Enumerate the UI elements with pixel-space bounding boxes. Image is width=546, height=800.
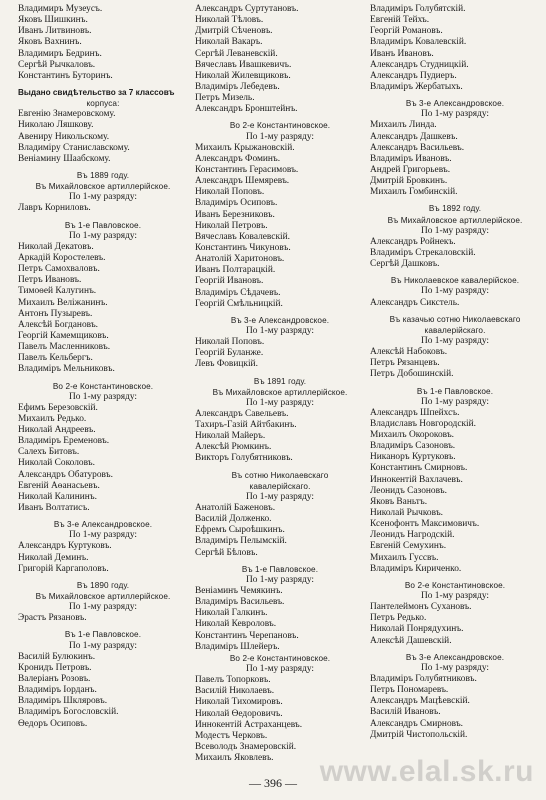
section-heading: Во 2-е Константиновское. (229, 653, 331, 663)
list-item: Константинъ Буторинъ. (18, 70, 113, 81)
list-item: Владиміръ Осиповъ. (195, 198, 278, 209)
list-item: Михаилъ Яковлевъ. (195, 753, 274, 764)
list-item: Николай Жилевщиковъ. (195, 70, 291, 81)
list-item: Иванъ Литвиновъ. (18, 26, 92, 37)
subheading: По 1-му разряду: (68, 192, 138, 203)
section-heading: Во 2-е Константиновское. (229, 121, 331, 131)
list-item: Владиміръ Голубятниковъ. (370, 674, 477, 685)
subheading: По 1-му разряду: (245, 664, 315, 675)
subheading: По 1-му разряду: (420, 591, 490, 602)
list-item: Петръ Редько. (370, 613, 427, 624)
list-item: Яковъ Ваньтъ. (370, 496, 428, 507)
list-item: Павелъ Топорковъ. (195, 675, 271, 686)
list-item: Василій Булюкинъ. (18, 651, 96, 662)
list-item: Петръ Самохваловъ. (18, 264, 100, 275)
list-item: Модестъ Черковъ. (195, 730, 268, 741)
subheading: По 1-му разряду: (420, 225, 490, 236)
section-heading: Въ сотню Николаевскаго (231, 470, 329, 480)
list-item: Ефремъ Сыроѣшкинъ. (195, 525, 285, 536)
section-heading: Въ 1-е Павловское. (64, 220, 142, 230)
subheading: По 1-му разряду: (420, 286, 490, 297)
list-item: Петръ Пономаревъ. (370, 685, 449, 696)
list-item: Александръ Куртуковъ. (18, 541, 112, 552)
list-item: Александръ Фоминъ. (195, 153, 281, 164)
list-item: Леонидъ Сазоновъ. (370, 485, 447, 496)
section-heading: Въ 1891 году. (253, 376, 307, 386)
section-heading: Въ Михайловское артиллерійское. (387, 215, 523, 225)
subheading: По 1-му разряду: (245, 325, 315, 336)
list-item: Николай Андреевъ. (18, 425, 96, 436)
list-item: Владиміру Станиславскому. (18, 142, 130, 153)
section-heading: Въ 1889 году. (76, 170, 130, 180)
list-item: Петръ Ивановъ. (18, 275, 82, 286)
list-item: Сергѣй Рычкаловъ. (18, 59, 96, 70)
section-heading: Въ 3-е Александровское. (53, 520, 153, 530)
list-item: Анатолій Баженовъ. (195, 503, 276, 514)
list-item: Георгій Буланже. (195, 348, 264, 359)
list-item: Владиміръ Жербатыхъ. (370, 81, 463, 92)
list-item: Михаилъ Линда. (370, 120, 437, 131)
subheading: По 1-му разряду: (420, 396, 490, 407)
list-item: Иннокентій Астраханцевъ. (195, 719, 303, 730)
list-item: Николай Поповъ. (195, 187, 265, 198)
list-item: Александръ Бронштейнъ. (195, 104, 298, 115)
list-item: Николай Рычковъ. (370, 508, 444, 519)
subheading: По 1-му разряду: (68, 391, 138, 402)
list-item: Владиміръ Лебедевъ. (195, 81, 280, 92)
section-heading: Въ 3-е Александровское. (230, 315, 330, 325)
list-item: Николай Тѣловъ. (195, 15, 264, 26)
list-item: Григорій Каргаполовъ. (18, 563, 109, 574)
list-item: Иванъ Волтатисъ. (18, 503, 90, 514)
list-item: Николай Тихомировъ. (195, 697, 283, 708)
list-item: Анатолій Харитоновъ. (195, 254, 285, 265)
list-item: Михаилъ Гомбинскій. (370, 187, 458, 198)
list-item: Александръ Васильевъ. (370, 142, 465, 153)
list-item: Александръ Ройнекъ. (370, 236, 456, 247)
list-item: Николай Соколовъ. (18, 458, 95, 469)
list-item: Салехъ Битовъ. (18, 447, 80, 458)
list-item: Владиміръ Стрекаловскій. (370, 247, 476, 258)
list-item: Михаилъ Веліжанинъ. (18, 297, 108, 308)
subheading: По 1-му разряду: (68, 530, 138, 541)
watermark-text: www.elal.sk.ru (319, 755, 534, 788)
list-item: Тахиръ-Газій Айтбакинъ. (195, 420, 297, 431)
subheading: По 1-му разряду: (245, 131, 315, 142)
list-item: Ксенофонтъ Максимовичъ. (370, 519, 480, 530)
subheading: По 1-му разряду: (420, 662, 490, 673)
list-item: Владиміръ Ивановъ. (370, 153, 452, 164)
list-item: Николай Вакаръ. (195, 37, 263, 48)
section-heading: Въ 1-е Павловское. (416, 386, 494, 396)
list-item: Александръ Дашкевъ. (370, 131, 458, 142)
list-item: Николай Деминъ. (18, 552, 89, 563)
page-number: — 396 — (249, 776, 297, 790)
section-heading: Въ 3-е Александровское. (405, 652, 505, 662)
subheading: По 1-му разряду: (420, 109, 490, 120)
section-heading: Въ Николаевское кавалерійское. (390, 276, 520, 286)
list-item: Владимиръ Музеусъ. (18, 4, 103, 14)
list-item: Александръ Пудиеръ. (370, 70, 457, 81)
subheading: По 1-му разряду: (68, 640, 138, 651)
section-heading: кавалерійскаго. (249, 481, 311, 491)
list-item: Николай Ѳедоровичъ. (195, 708, 283, 719)
subheading: По 1-му разряду: (245, 397, 315, 408)
list-item: Михаилъ Редько. (18, 413, 87, 424)
list-item: Дмитрій Бровкинъ. (370, 176, 448, 187)
section-heading: Въ Михайловское артиллерійское. (212, 387, 348, 397)
list-item: Владиміръ Шлейеръ. (195, 641, 280, 652)
list-item: Михаилъ Окороковъ. (370, 430, 455, 441)
list-item: Николай Кевроловъ. (195, 619, 277, 630)
column-middle (195, 4, 365, 764)
list-item: Константинъ Смирновъ. (370, 463, 468, 474)
subheading: По 1-му разряду: (245, 574, 315, 585)
list-item: Иванъ Ивановъ. (370, 48, 434, 59)
list-item: Владиміръ Ковалевскій. (370, 37, 467, 48)
list-item: Александръ Студницкій. (370, 59, 469, 70)
list-item: Никаноръ Куртуковъ. (370, 452, 456, 463)
list-item: Андрей Григорьевъ. (370, 164, 451, 175)
list-item: Николай Понрядухинъ. (370, 624, 464, 635)
list-item: Александръ Смирновъ. (370, 718, 464, 729)
list-item: Георгій Романовъ. (370, 26, 443, 37)
list-item: Петръ Мизель. (195, 93, 255, 104)
list-item: Василій Николаевъ. (195, 686, 275, 697)
list-item: Николай Поповъ. (195, 337, 265, 348)
section-heading: корпуса: (86, 99, 120, 109)
list-item: Александръ Шемяревъ. (195, 176, 290, 187)
list-item: Эрастъ Рязановъ. (18, 613, 87, 624)
list-item: Михаилъ Гуссвъ. (370, 552, 439, 563)
list-item: Иннокентій Вахлачевъ. (370, 474, 463, 485)
list-item: Владиміръ Сѣдачевъ. (195, 287, 281, 298)
list-item: Кронидъ Петровъ. (18, 662, 92, 673)
section-heading: Въ Михайловское артиллерійское. (35, 182, 171, 192)
list-item: Валеріанъ Розовъ. (18, 674, 91, 685)
list-item: Яковъ Вахнинъ. (18, 37, 82, 48)
list-item: Иванъ Полтарацкій. (195, 265, 276, 276)
column-left (18, 4, 188, 730)
list-item: Павелъ Масленниковъ. (18, 342, 111, 353)
list-item: Евгеній Семухинъ. (370, 541, 447, 552)
list-item: Алексѣй Богдановъ. (18, 319, 99, 330)
list-item: Антонъ Пузыревъ. (18, 308, 93, 319)
list-item: Николай Майеръ. (195, 431, 266, 442)
list-item: Дмитрій Чистопольскій. (370, 729, 468, 740)
list-item: Пантелеймонъ Сухановъ. (370, 602, 472, 613)
list-item: Евгенію Знамеровскому. (18, 109, 116, 120)
list-item: Евгеній Тейхъ. (370, 15, 430, 26)
list-item: Георгій Смѣльницкій. (195, 298, 283, 309)
list-item: Владиміръ Еременовъ. (18, 436, 110, 447)
list-item: Александръ Обатуровъ. (18, 469, 113, 480)
list-item: Сергѣй Бѣловъ. (195, 547, 258, 558)
list-item: Дмитрій Сѣченовъ. (195, 26, 273, 37)
list-item: Константинъ Черепановъ. (195, 630, 299, 641)
list-item: Георгій Ивановъ. (195, 276, 264, 287)
list-item: Сергѣй Леваневскій. (195, 48, 278, 59)
list-item: Константинъ Чикуновъ. (195, 242, 291, 253)
list-item: Владиміръ Пелымскій. (195, 536, 287, 547)
list-item: Михаилъ Крыжановскій. (195, 142, 295, 153)
list-item: Яковъ Шишкинъ. (18, 15, 88, 26)
list-item: Владиславъ Новгородскій. (370, 418, 477, 429)
list-item: Владиміръ Кириченко. (370, 563, 462, 574)
list-item: Алексѣй Рюмкинъ. (195, 442, 272, 453)
subheading: По 1-му разряду: (420, 335, 490, 346)
section-heading: Въ казачью сотню Николаевскаго (389, 314, 521, 324)
section-heading: Въ Михайловское артиллерійское. (35, 592, 171, 602)
list-item: Владиміръ Іорданъ. (18, 685, 97, 696)
column-right (370, 4, 540, 741)
list-item: Владиміръ Сазоновъ. (370, 441, 456, 452)
section-heading: Въ 1892 году. (428, 204, 482, 214)
list-item: Вячеславъ Ивашкевичъ. (195, 59, 292, 70)
list-item: Николай Калининъ. (18, 491, 97, 502)
subheading: По 1-му разряду: (68, 602, 138, 613)
list-item: Константинъ Герасимовъ. (195, 164, 299, 175)
list-item: Тимоѳей Калугинъ. (18, 286, 97, 297)
section-heading: Въ 3-е Александровское. (405, 99, 505, 109)
subheading: По 1-му разряду: (68, 230, 138, 241)
list-item: Владиміръ Шкляровъ. (18, 696, 108, 707)
section-heading: Въ 1890 году. (76, 580, 130, 590)
list-item: Вячеславъ Ковалевскій. (195, 231, 290, 242)
section-heading: кавалерійскаго. (424, 325, 486, 335)
section-heading: Во 2-е Константиновское. (404, 580, 506, 590)
list-item: Веніамину Шаабскому. (18, 153, 111, 164)
list-item: Александръ Сикстель. (370, 297, 460, 308)
list-item: Авениру Никольскому. (18, 131, 110, 142)
list-item: Василій Ивановъ. (370, 707, 441, 718)
list-item: Николай Петровъ. (195, 220, 268, 231)
list-item: Викторъ Голубятниковъ. (195, 453, 293, 464)
section-heading: Въ 1-е Павловское. (64, 630, 142, 640)
list-item: Александръ Савельевъ. (195, 408, 289, 419)
list-item: Веніаминъ Чемякинъ. (195, 586, 283, 597)
list-item: Николай Галкинъ. (195, 608, 268, 619)
list-item: Василій Долженко. (195, 514, 272, 525)
list-item: Сергѣй Дашковъ. (370, 259, 440, 270)
list-item: Александръ Суртутановъ. (195, 4, 299, 14)
section-heading: Въ 1-е Павловское. (241, 564, 319, 574)
list-item: Павелъ Кельбергъ. (18, 353, 93, 364)
list-item: Левъ Фовицкій. (195, 359, 258, 370)
list-item: Всеволодъ Знамеровскій. (195, 742, 297, 752)
list-item: Ѳедоръ Осиповъ. (18, 718, 88, 729)
list-item: Иванъ Березниковъ. (195, 209, 275, 220)
list-item: Николай Декатовъ. (18, 241, 94, 252)
subheading: По 1-му разряду: (245, 491, 315, 502)
list-item: Леонидъ Нагродскій. (370, 530, 455, 541)
list-item: Николаю Ляшкову. (18, 120, 94, 131)
list-item: Алексѣй Набоковъ. (370, 347, 448, 358)
list-item: Георгій Камемщиковъ. (18, 330, 109, 341)
section-heading: Выдано свидѣтельство за 7 классовъ (18, 87, 175, 97)
list-item: Ефимъ Березовскій. (18, 402, 98, 413)
list-item: Владимиръ Бедринъ. (18, 48, 102, 59)
list-item: Владиміръ Мельниковъ. (18, 364, 115, 375)
list-item: Аркадій Коростелевъ. (18, 252, 106, 263)
list-item: Евгеній Аѳанасьевъ. (18, 480, 100, 491)
list-item: Петръ Добошинскій. (370, 369, 454, 380)
section-heading: Во 2-е Константиновское. (52, 381, 154, 391)
list-item: Владиміръ Голубятскій. (370, 4, 466, 14)
list-item: Александръ Шпейхсъ. (370, 407, 460, 418)
list-item: Петръ Рязанцевъ. (370, 358, 440, 369)
list-item: Владиміръ Богословскій. (18, 707, 119, 718)
list-item: Лавръ Корниловъ. (18, 203, 91, 214)
list-item: Владиміръ Васильевъ. (195, 597, 285, 608)
list-item: Александръ Мацѣевскій. (370, 696, 470, 707)
list-item: Алексѣй Дашевскій. (370, 635, 452, 646)
